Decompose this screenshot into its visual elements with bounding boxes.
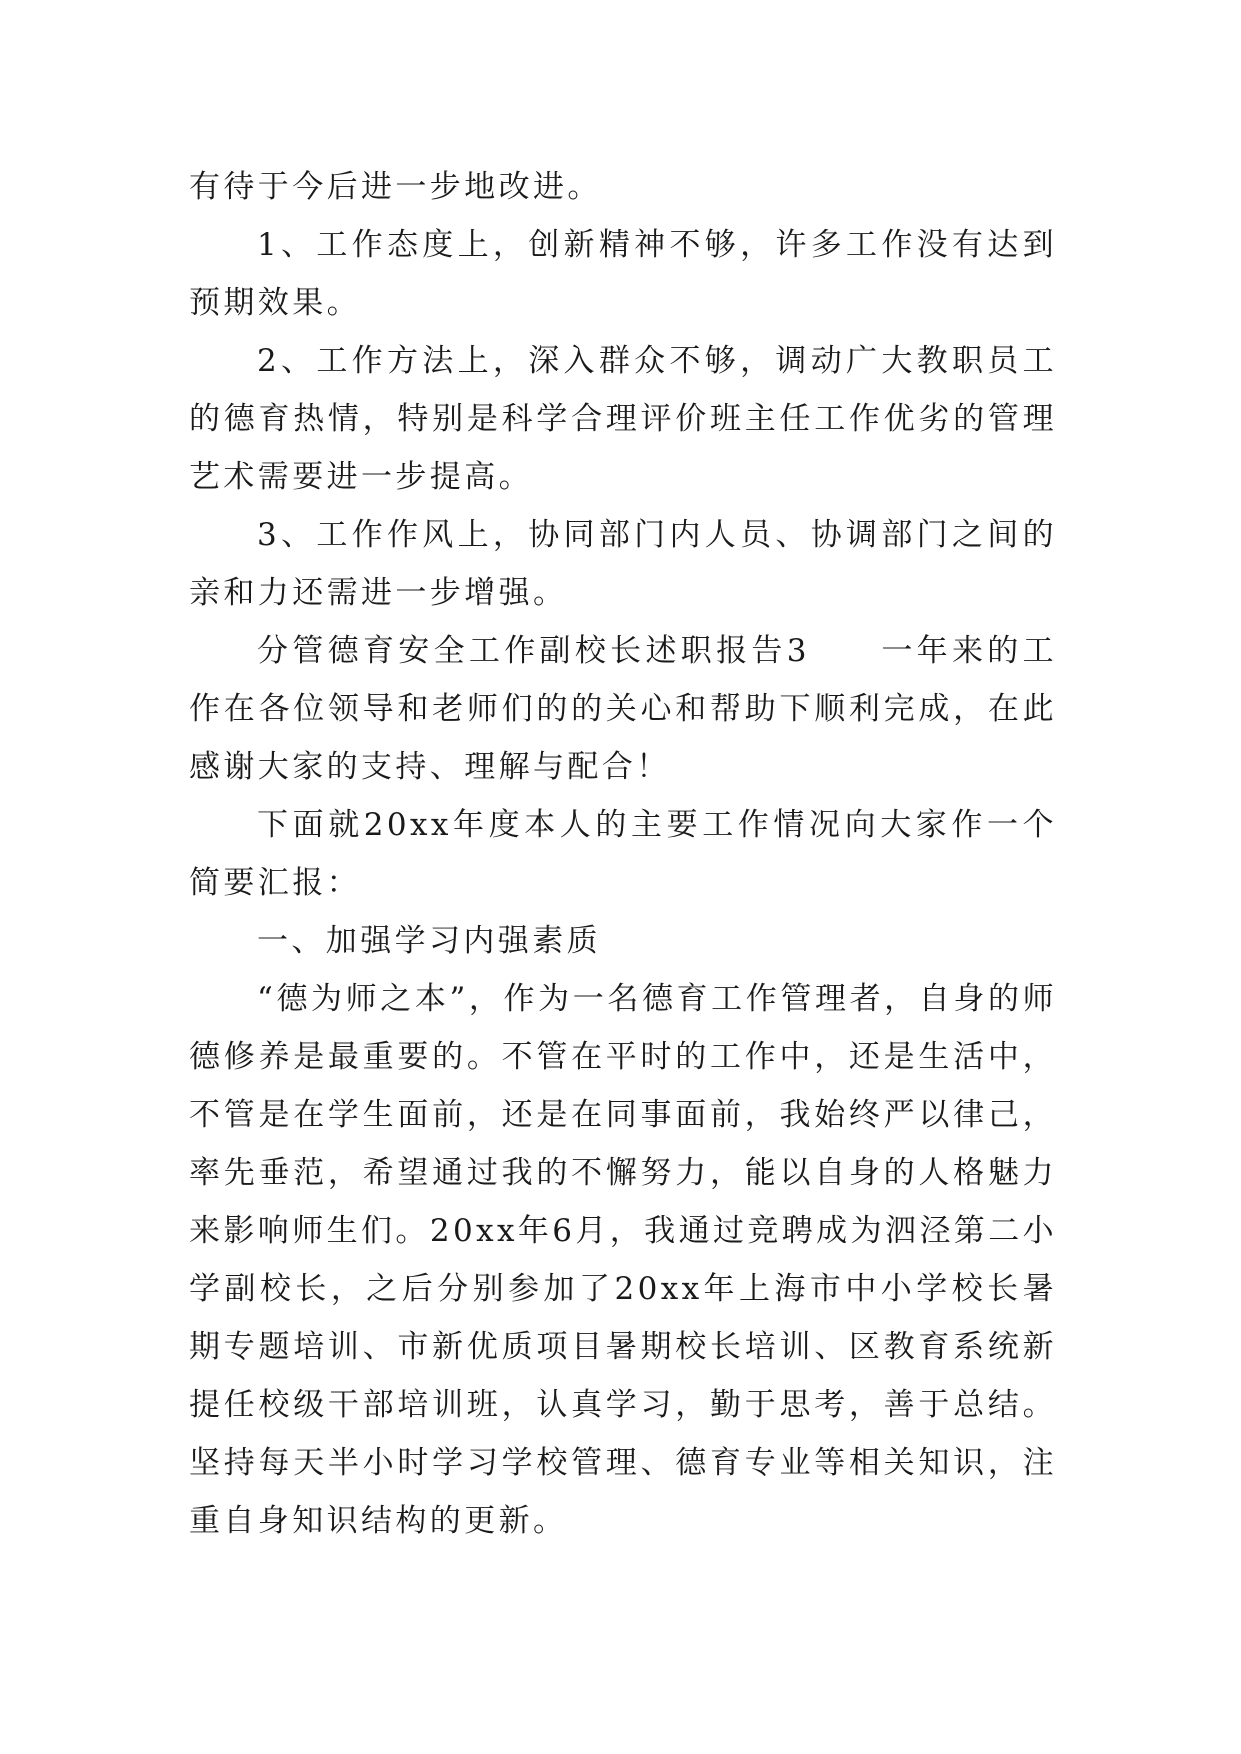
paragraph-continuation: 有待于今后进一步地改进。 bbox=[189, 169, 602, 205]
paragraph-item-1: 1、工作态度上，创新精神不够，许多工作没有达到预期效果。 bbox=[189, 227, 1057, 321]
paragraph-report-title: 分管德育安全工作副校长述职报告3 一年来的工作在各位领导和老师们的的关心和帮助下顺利完成，在此感谢大家的支持、理解与配合！ bbox=[189, 633, 1057, 785]
document-body bbox=[189, 158, 1057, 1550]
paragraph-intro: 下面就20xx年度本人的主要工作情况向大家作一个简要汇报： bbox=[189, 807, 1057, 901]
paragraph-body: “德为师之本”，作为一名德育工作管理者，自身的师德修养是最重要的。不管在平时的工作中，还是生活中，不管是在学生面前，还是在同事面前，我始终严以律己，率先垂范，希望通过我的不懈努力，能以自身的人格魅力来影响师生们。20xx年6月，我通过竞聘成为泗泾第二小学副校长，之后分别参加了20xx年上海市中小学校长暑期专题培训、市新优质项目暑期校长培训、区教育系统新提任校级干部培训班，认真学习，勤于思考，善于总结。坚持每天半小时学习学校管理、德育专业等相关知识，注重自身知识结构的更新。 bbox=[189, 981, 1057, 1539]
paragraph-item-2: 2、工作方法上，深入群众不够，调动广大教职员工的德育热情，特别是科学合理评价班主任工作优劣的管理艺术需要进一步提高。 bbox=[189, 343, 1057, 495]
paragraph-item-3: 3、工作作风上，协同部门内人员、协调部门之间的亲和力还需进一步增强。 bbox=[189, 517, 1057, 611]
section-heading: 一、加强学习内强素质 bbox=[257, 923, 601, 959]
